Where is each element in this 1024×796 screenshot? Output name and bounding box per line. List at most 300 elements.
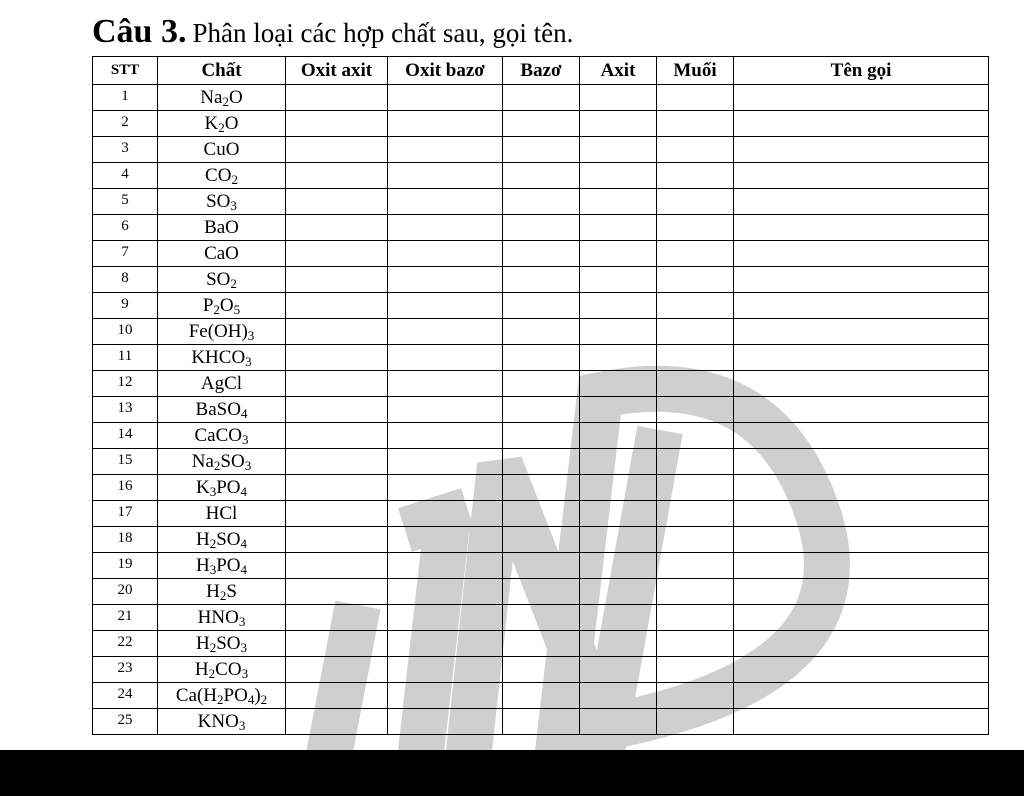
header-axit: Axit	[580, 57, 657, 85]
row-stt: 12	[93, 371, 158, 397]
formula-part: AgCl	[200, 373, 243, 394]
row-stt: 15	[93, 449, 158, 475]
answer-cell-axit[interactable]	[580, 475, 657, 501]
answer-cell-oxit-bazo[interactable]	[388, 241, 503, 267]
answer-cell-muoi[interactable]	[657, 527, 734, 553]
table-row	[93, 683, 989, 709]
table-row	[93, 163, 989, 189]
question-number: Câu 3.	[92, 13, 187, 50]
row-stt: 4	[93, 163, 158, 189]
answer-cell-oxit-bazo[interactable]	[388, 709, 503, 735]
formula-part: Ca(H	[175, 685, 218, 706]
formula-subscript: 2	[219, 588, 227, 603]
answer-cell-ten-goi[interactable]	[734, 631, 989, 657]
answer-cell-oxit-bazo[interactable]	[388, 397, 503, 423]
answer-cell-ten-goi[interactable]	[734, 501, 989, 527]
answer-cell-ten-goi[interactable]	[734, 553, 989, 579]
row-chemical-formula	[158, 85, 286, 111]
answer-cell-bazo[interactable]	[503, 319, 580, 345]
answer-cell-oxit-axit[interactable]	[286, 423, 388, 449]
answer-cell-muoi[interactable]	[657, 345, 734, 371]
answer-cell-bazo[interactable]	[503, 527, 580, 553]
formula-subscript: 2	[218, 120, 225, 135]
answer-cell-axit[interactable]	[580, 579, 657, 605]
formula-subscript: 3	[245, 354, 252, 369]
answer-cell-oxit-bazo[interactable]	[388, 527, 503, 553]
header-oxit-axit: Oxit axit	[286, 57, 388, 85]
answer-cell-oxit-bazo[interactable]	[388, 163, 503, 189]
row-chemical-formula	[158, 449, 286, 475]
answer-cell-muoi[interactable]	[657, 189, 734, 215]
answer-cell-axit[interactable]	[580, 605, 657, 631]
answer-cell-muoi[interactable]	[657, 319, 734, 345]
answer-cell-axit[interactable]	[580, 137, 657, 163]
answer-cell-bazo[interactable]	[503, 267, 580, 293]
answer-cell-oxit-bazo[interactable]	[388, 189, 503, 215]
answer-cell-muoi[interactable]	[657, 267, 734, 293]
answer-cell-muoi[interactable]	[657, 85, 734, 111]
answer-cell-oxit-axit[interactable]	[286, 579, 388, 605]
answer-cell-oxit-axit[interactable]	[286, 553, 388, 579]
answer-cell-oxit-bazo[interactable]	[388, 605, 503, 631]
question-text: Phân loại các hợp chất sau, gọi tên.	[192, 18, 574, 48]
formula-part: PO	[216, 555, 241, 576]
table-row	[93, 475, 989, 501]
answer-cell-bazo[interactable]	[503, 215, 580, 241]
answer-cell-ten-goi[interactable]	[734, 527, 989, 553]
answer-cell-ten-goi[interactable]	[734, 241, 989, 267]
row-chemical-formula	[158, 709, 286, 735]
row-stt: 23	[93, 657, 158, 683]
row-chemical-formula	[158, 657, 286, 683]
question-title	[92, 12, 573, 53]
answer-cell-muoi[interactable]	[657, 657, 734, 683]
answer-cell-oxit-bazo[interactable]	[388, 683, 503, 709]
formula-subscript: 2	[209, 536, 217, 551]
answer-cell-axit[interactable]	[580, 319, 657, 345]
answer-cell-muoi[interactable]	[657, 371, 734, 397]
answer-cell-axit[interactable]	[580, 683, 657, 709]
answer-cell-ten-goi[interactable]	[734, 189, 989, 215]
row-stt: 6	[93, 215, 158, 241]
answer-cell-muoi[interactable]	[657, 709, 734, 735]
answer-cell-axit[interactable]	[580, 657, 657, 683]
table-header-row	[93, 57, 989, 85]
table-row	[93, 241, 989, 267]
row-chemical-formula	[158, 605, 286, 631]
answer-cell-axit[interactable]	[580, 241, 657, 267]
answer-cell-oxit-axit[interactable]	[286, 137, 388, 163]
formula-part: O	[228, 87, 243, 108]
answer-cell-oxit-bazo[interactable]	[388, 137, 503, 163]
row-stt: 20	[93, 579, 158, 605]
row-stt: 10	[93, 319, 158, 345]
row-chemical-formula	[158, 423, 286, 449]
formula-part: H	[195, 529, 210, 550]
formula-subscript: 2	[208, 666, 216, 681]
row-chemical-formula	[158, 579, 286, 605]
answer-cell-muoi[interactable]	[657, 163, 734, 189]
answer-cell-ten-goi[interactable]	[734, 709, 989, 735]
table-row	[93, 189, 989, 215]
formula-part: SO	[206, 191, 231, 212]
answer-cell-oxit-axit[interactable]	[286, 657, 388, 683]
answer-cell-axit[interactable]	[580, 449, 657, 475]
formula-part: Na	[191, 451, 214, 472]
row-chemical-formula	[158, 475, 286, 501]
row-stt: 8	[93, 267, 158, 293]
row-stt: 19	[93, 553, 158, 579]
answer-cell-muoi[interactable]	[657, 579, 734, 605]
answer-cell-oxit-bazo[interactable]	[388, 267, 503, 293]
row-stt: 25	[93, 709, 158, 735]
formula-part: H	[194, 659, 209, 680]
row-chemical-formula	[158, 189, 286, 215]
formula-part: SO	[216, 633, 241, 654]
table-row	[93, 137, 989, 163]
formula-part: H	[206, 581, 220, 602]
answer-cell-oxit-bazo[interactable]	[388, 449, 503, 475]
formula-part: KHCO	[191, 347, 246, 368]
answer-cell-axit[interactable]	[580, 189, 657, 215]
row-stt: 21	[93, 605, 158, 631]
table-row	[93, 423, 989, 449]
row-chemical-formula	[158, 111, 286, 137]
answer-cell-axit[interactable]	[580, 553, 657, 579]
answer-cell-ten-goi[interactable]	[734, 345, 989, 371]
table-row	[93, 319, 989, 345]
formula-subscript: 4	[240, 562, 248, 577]
formula-part: BaSO	[195, 399, 241, 420]
answer-cell-bazo[interactable]	[503, 293, 580, 319]
answer-cell-bazo[interactable]	[503, 111, 580, 137]
answer-cell-oxit-bazo[interactable]	[388, 293, 503, 319]
formula-part: HCl	[205, 503, 238, 524]
answer-cell-ten-goi[interactable]	[734, 449, 989, 475]
table-row	[93, 371, 989, 397]
answer-cell-muoi[interactable]	[657, 111, 734, 137]
answer-cell-oxit-axit[interactable]	[286, 449, 388, 475]
formula-subscript: 3	[238, 614, 246, 629]
answer-cell-muoi[interactable]	[657, 293, 734, 319]
formula-part: HNO	[197, 607, 239, 628]
answer-cell-axit[interactable]	[580, 345, 657, 371]
answer-cell-muoi[interactable]	[657, 215, 734, 241]
table-row	[93, 85, 989, 111]
answer-cell-muoi[interactable]	[657, 475, 734, 501]
formula-subscript: 3	[241, 666, 249, 681]
answer-cell-bazo[interactable]	[503, 709, 580, 735]
formula-part: )	[254, 685, 261, 706]
answer-cell-ten-goi[interactable]	[734, 657, 989, 683]
answer-cell-axit[interactable]	[580, 267, 657, 293]
answer-cell-ten-goi[interactable]	[734, 475, 989, 501]
answer-cell-oxit-axit[interactable]	[286, 267, 388, 293]
row-stt: 17	[93, 501, 158, 527]
formula-part: CO	[215, 659, 242, 680]
formula-subscript: 2	[209, 640, 217, 655]
answer-cell-oxit-axit[interactable]	[286, 501, 388, 527]
answer-cell-muoi[interactable]	[657, 631, 734, 657]
header-oxit-bazo: Oxit bazơ	[388, 57, 503, 85]
answer-cell-oxit-axit[interactable]	[286, 111, 388, 137]
answer-cell-ten-goi[interactable]	[734, 319, 989, 345]
formula-part: SO	[206, 269, 231, 290]
table-row	[93, 111, 989, 137]
header-stt: STT	[93, 57, 158, 85]
answer-cell-oxit-axit[interactable]	[286, 163, 388, 189]
row-chemical-formula	[158, 215, 286, 241]
formula-subscript: 4	[240, 536, 248, 551]
formula-subscript: 4	[247, 692, 255, 707]
formula-part: CaO	[204, 243, 239, 264]
row-chemical-formula	[158, 553, 286, 579]
header-ten-goi: Tên gọi	[734, 57, 989, 85]
row-stt: 5	[93, 189, 158, 215]
row-stt: 9	[93, 293, 158, 319]
answer-cell-muoi[interactable]	[657, 241, 734, 267]
answer-cell-bazo[interactable]	[503, 449, 580, 475]
formula-subscript: 2	[260, 692, 268, 707]
answer-cell-bazo[interactable]	[503, 553, 580, 579]
row-stt: 14	[93, 423, 158, 449]
table-row	[93, 657, 989, 683]
answer-cell-ten-goi[interactable]	[734, 137, 989, 163]
formula-part: H	[195, 633, 210, 654]
answer-cell-ten-goi[interactable]	[734, 579, 989, 605]
formula-part: P	[202, 295, 214, 316]
formula-part: Na	[200, 87, 223, 108]
answer-cell-bazo[interactable]	[503, 683, 580, 709]
answer-cell-oxit-axit[interactable]	[286, 319, 388, 345]
answer-cell-oxit-axit[interactable]	[286, 215, 388, 241]
answer-cell-oxit-axit[interactable]	[286, 683, 388, 709]
formula-part: S	[226, 581, 237, 602]
answer-cell-oxit-axit[interactable]	[286, 345, 388, 371]
answer-cell-bazo[interactable]	[503, 579, 580, 605]
formula-part: SO	[220, 451, 245, 472]
formula-part: PO	[223, 685, 248, 706]
formula-part: K	[204, 113, 219, 134]
answer-cell-oxit-axit[interactable]	[286, 293, 388, 319]
row-chemical-formula	[158, 241, 286, 267]
row-stt: 2	[93, 111, 158, 137]
formula-subscript: 2	[230, 276, 237, 291]
answer-cell-muoi[interactable]	[657, 553, 734, 579]
answer-cell-oxit-axit[interactable]	[286, 605, 388, 631]
answer-cell-ten-goi[interactable]	[734, 267, 989, 293]
formula-part: CuO	[203, 139, 240, 160]
row-stt: 18	[93, 527, 158, 553]
answer-cell-ten-goi[interactable]	[734, 605, 989, 631]
answer-cell-bazo[interactable]	[503, 371, 580, 397]
answer-cell-ten-goi[interactable]	[734, 683, 989, 709]
answer-cell-oxit-bazo[interactable]	[388, 657, 503, 683]
row-stt: 13	[93, 397, 158, 423]
table-row	[93, 709, 989, 735]
table-row	[93, 527, 989, 553]
classification-table	[92, 56, 989, 735]
answer-cell-bazo[interactable]	[503, 605, 580, 631]
answer-cell-bazo[interactable]	[503, 137, 580, 163]
formula-subscript: 4	[240, 484, 248, 499]
row-chemical-formula	[158, 319, 286, 345]
formula-subscript: 3	[242, 432, 249, 447]
table-row	[93, 553, 989, 579]
row-chemical-formula	[158, 137, 286, 163]
answer-cell-muoi[interactable]	[657, 683, 734, 709]
answer-cell-axit[interactable]	[580, 631, 657, 657]
answer-cell-axit[interactable]	[580, 215, 657, 241]
answer-cell-oxit-bazo[interactable]	[388, 579, 503, 605]
answer-cell-ten-goi[interactable]	[734, 163, 989, 189]
answer-cell-ten-goi[interactable]	[734, 111, 989, 137]
answer-cell-oxit-bazo[interactable]	[388, 111, 503, 137]
table-row	[93, 345, 989, 371]
formula-part: BaO	[204, 217, 239, 238]
answer-cell-bazo[interactable]	[503, 85, 580, 111]
answer-cell-ten-goi[interactable]	[734, 85, 989, 111]
answer-cell-oxit-axit[interactable]	[286, 709, 388, 735]
formula-subscript: 2	[231, 172, 238, 187]
bottom-black-bar	[0, 750, 1024, 796]
answer-cell-oxit-axit[interactable]	[286, 241, 388, 267]
answer-cell-bazo[interactable]	[503, 345, 580, 371]
answer-cell-oxit-bazo[interactable]	[388, 215, 503, 241]
answer-cell-oxit-axit[interactable]	[286, 397, 388, 423]
answer-cell-axit[interactable]	[580, 397, 657, 423]
formula-subscript: 3	[230, 198, 237, 213]
answer-cell-muoi[interactable]	[657, 397, 734, 423]
formula-part: SO	[216, 529, 241, 550]
answer-cell-ten-goi[interactable]	[734, 397, 989, 423]
header-muoi: Muối	[657, 57, 734, 85]
formula-subscript: 3	[238, 718, 246, 733]
row-chemical-formula	[158, 163, 286, 189]
answer-cell-bazo[interactable]	[503, 189, 580, 215]
formula-subscript: 4	[240, 406, 248, 421]
answer-cell-oxit-bazo[interactable]	[388, 319, 503, 345]
answer-cell-oxit-bazo[interactable]	[388, 553, 503, 579]
formula-part: H	[195, 555, 210, 576]
answer-cell-oxit-axit[interactable]	[286, 631, 388, 657]
answer-cell-ten-goi[interactable]	[734, 371, 989, 397]
answer-cell-ten-goi[interactable]	[734, 293, 989, 319]
answer-cell-bazo[interactable]	[503, 397, 580, 423]
answer-cell-oxit-bazo[interactable]	[388, 631, 503, 657]
formula-subscript: 3	[247, 328, 255, 343]
formula-subscript: 3	[209, 484, 217, 499]
answer-cell-oxit-axit[interactable]	[286, 371, 388, 397]
formula-subscript: 2	[213, 458, 221, 473]
formula-part: K	[195, 477, 210, 498]
answer-cell-muoi[interactable]	[657, 423, 734, 449]
row-stt: 24	[93, 683, 158, 709]
row-chemical-formula	[158, 345, 286, 371]
table-row	[93, 293, 989, 319]
answer-cell-muoi[interactable]	[657, 605, 734, 631]
table-row	[93, 449, 989, 475]
answer-cell-ten-goi[interactable]	[734, 215, 989, 241]
answer-cell-bazo[interactable]	[503, 163, 580, 189]
row-stt: 16	[93, 475, 158, 501]
formula-part: CaCO	[194, 425, 242, 446]
answer-cell-bazo[interactable]	[503, 631, 580, 657]
answer-cell-oxit-bazo[interactable]	[388, 345, 503, 371]
row-chemical-formula	[158, 631, 286, 657]
answer-cell-muoi[interactable]	[657, 501, 734, 527]
formula-part: KNO	[197, 711, 239, 732]
row-chemical-formula	[158, 527, 286, 553]
row-stt: 7	[93, 241, 158, 267]
table-row	[93, 215, 989, 241]
row-stt: 22	[93, 631, 158, 657]
formula-part: CO	[205, 165, 232, 186]
table-row	[93, 631, 989, 657]
row-stt: 1	[93, 85, 158, 111]
answer-cell-bazo[interactable]	[503, 241, 580, 267]
row-stt: 3	[93, 137, 158, 163]
answer-cell-oxit-axit[interactable]	[286, 189, 388, 215]
answer-cell-bazo[interactable]	[503, 501, 580, 527]
answer-cell-oxit-axit[interactable]	[286, 527, 388, 553]
answer-cell-bazo[interactable]	[503, 475, 580, 501]
answer-cell-axit[interactable]	[580, 501, 657, 527]
answer-cell-oxit-axit[interactable]	[286, 85, 388, 111]
answer-cell-axit[interactable]	[580, 527, 657, 553]
table-row	[93, 397, 989, 423]
formula-part: O	[219, 295, 234, 316]
answer-cell-oxit-bazo[interactable]	[388, 371, 503, 397]
answer-cell-oxit-axit[interactable]	[286, 475, 388, 501]
answer-cell-bazo[interactable]	[503, 423, 580, 449]
formula-subscript: 3	[240, 640, 248, 655]
answer-cell-axit[interactable]	[580, 423, 657, 449]
answer-cell-axit[interactable]	[580, 293, 657, 319]
answer-cell-axit[interactable]	[580, 85, 657, 111]
formula-subscript: 3	[209, 562, 217, 577]
formula-subscript: 3	[244, 458, 252, 473]
answer-cell-muoi[interactable]	[657, 449, 734, 475]
answer-cell-axit[interactable]	[580, 111, 657, 137]
table-row	[93, 267, 989, 293]
answer-cell-ten-goi[interactable]	[734, 423, 989, 449]
table-row	[93, 579, 989, 605]
row-chemical-formula	[158, 267, 286, 293]
answer-cell-muoi[interactable]	[657, 137, 734, 163]
table-row	[93, 605, 989, 631]
row-stt: 11	[93, 345, 158, 371]
formula-part: Fe(OH)	[188, 321, 248, 342]
row-chemical-formula	[158, 397, 286, 423]
formula-part: O	[224, 113, 239, 134]
answer-cell-axit[interactable]	[580, 709, 657, 735]
answer-cell-oxit-bazo[interactable]	[388, 501, 503, 527]
formula-subscript: 2	[222, 94, 229, 109]
row-chemical-formula	[158, 683, 286, 709]
formula-subscript: 2	[217, 692, 224, 707]
answer-cell-axit[interactable]	[580, 163, 657, 189]
answer-cell-axit[interactable]	[580, 371, 657, 397]
answer-cell-bazo[interactable]	[503, 657, 580, 683]
answer-cell-oxit-bazo[interactable]	[388, 85, 503, 111]
formula-subscript: 2	[213, 302, 220, 317]
header-chat: Chất	[158, 57, 286, 85]
formula-part: PO	[216, 477, 241, 498]
answer-cell-oxit-bazo[interactable]	[388, 423, 503, 449]
table-row	[93, 501, 989, 527]
answer-cell-oxit-bazo[interactable]	[388, 475, 503, 501]
